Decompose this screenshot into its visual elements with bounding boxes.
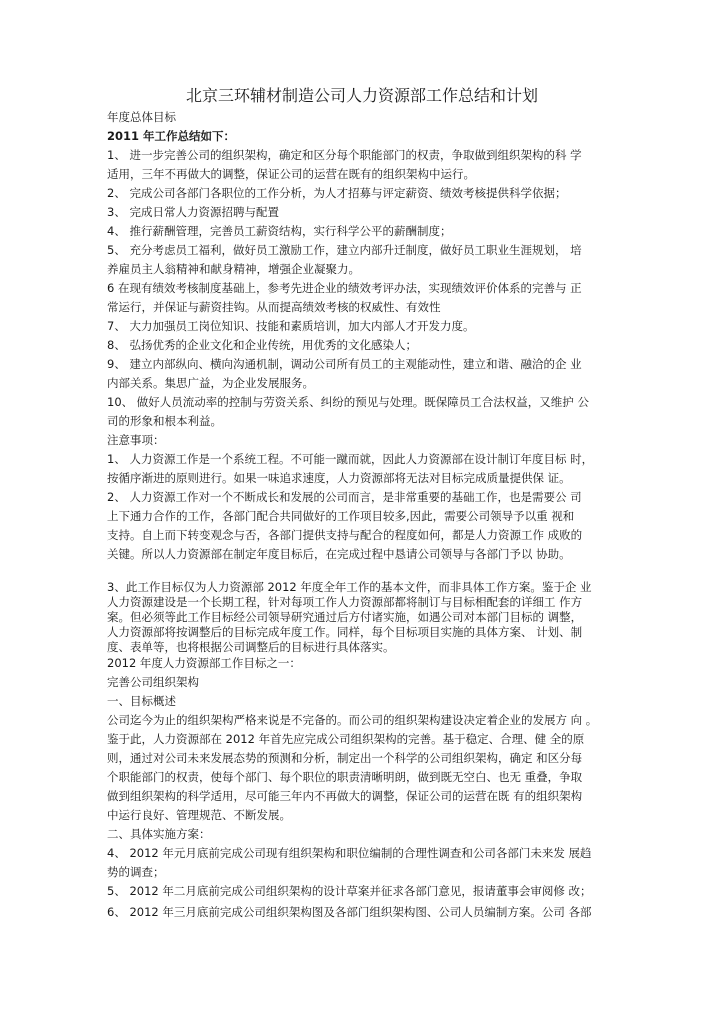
text-line: 养雇员主人翁精神和献身精神，增强企业凝聚力。 (107, 262, 360, 276)
text-line: 2012 年度人力资源部工作目标之一： (107, 656, 301, 670)
text-line: 2、 人力资源工作对一个不断成长和发展的公司而言，是非常重要的基础工作，也是需要公 司 (107, 490, 582, 504)
text-line: 支持。自上而下转变观念与否，各部门提供支持与配合的程度如何，都是人力资源工作 成败的 (107, 528, 583, 542)
text-line: 4、 推行薪酬管理，完善员工薪资结构，实行科学公平的薪酬制度； (107, 224, 452, 238)
text-line: 做到组织架构的科学适用，尽可能三年内不再做大的调整，保证公司的运营在既 有的组织架构 (107, 789, 583, 803)
text-line: 7、 大力加强员工岗位知识、技能和素质培训，加大内部人才开发力度。 (107, 319, 475, 333)
text-line: 1、 进一步完善公司的组织架构，确定和区分每个职能部门的权责，争取做到组织架构的科 学 (107, 148, 582, 162)
text-line: 9、 建立内部纵向、横向沟通机制，调动公司所有员工的主观能动性，建立和谐、融洽的企 业 (107, 357, 582, 371)
text-line: 度、表单等，也将根据公司调整后的目标进行具体落实。 (107, 640, 395, 654)
text-line: 则，通过对公司未来发展态势的预测和分析，制定出一个科学的公司组织架构，确定 和区分每 (107, 751, 583, 765)
text-line: 鉴于此，人力资源部在 2012 年首先应完成公司组织架构的完善。基于稳定、合理、健 全的原 (107, 732, 585, 746)
text-line: 常运行，并保证与薪资挂钩。从而提高绩效考核的权威性、有效性 (107, 300, 441, 314)
text-line: 二、具体实施方案： (107, 827, 211, 841)
text-line: 2、 完成公司各部门各职位的工作分析，为人才招募与评定薪资、绩效考核提供科学依据； (107, 186, 567, 200)
text-line: 司的形象和根本利益。 (107, 414, 222, 428)
text-line: 2011 年工作总结如下： (107, 129, 236, 143)
text-line: 年度总体目标 (107, 110, 176, 124)
text-line: 个职能部门的权责，使每个部门、每个职位的职责清晰明朗，做到既无空白、也无 重叠，争取 (107, 770, 583, 784)
text-line: 6、 2012 年三月底前完成公司组织架构图及各部门组织架构图、公司人员编制方案。公司 各部 (107, 905, 592, 919)
text-line: 完善公司组织架构 (107, 675, 199, 689)
text-line: 人力资源建设是一个长期工程，针对每项工作人力资源部都将制订与目标相配套的详细工 作方 (107, 595, 583, 609)
text-line: 4、 2012 年元月底前完成公司现有组织架构和职位编制的合理性调查和公司各部门未来发 展趋 (107, 846, 592, 860)
text-line: 3、此工作目标仅为人力资源部 2012 年度全年工作的基本文件，而非具体工作方案。鉴于企 业 (107, 580, 592, 594)
text-line: 上下通力合作的工作，各部门配合共同做好的工作项目较多,因此，需要公司领导予以重 视和 (107, 509, 575, 523)
text-line: 3、 完成日常人力资源招聘与配置 (107, 205, 279, 219)
text-line: 注意事项： (107, 433, 165, 447)
text-line: 公司迄今为止的组织架构严格来说是不完备的。而公司的组织架构建设决定着企业的发展方 向 。 (107, 713, 598, 727)
text-line: 按循序渐进的原则进行。如果一味追求速度，人力资源部将无法对目标完成质量提供保 证。 (107, 471, 571, 485)
text-line: 内部关系。集思广益，为企业发展服务。 (107, 376, 314, 390)
text-line: 6 在现有绩效考核制度基础上，参考先进企业的绩效考评办法，实现绩效评价体系的完善与 正 (107, 281, 582, 295)
text-line: 1、 人力资源工作是一个系统工程。不可能一蹴而就，因此人力资源部在设计制订年度目标 时， (107, 452, 594, 466)
text-line: 一、目标概述 (107, 694, 176, 708)
text-line: 5、 充分考虑员工福利，做好员工激励工作，建立内部升迁制度，做好员工职业生涯规划， 培 (107, 243, 582, 257)
text-line: 案。但必须等此工作目标经公司领导研究通过后方付诸实施，如遇公司对本部门目标的 调整， (107, 610, 583, 624)
text-line: 中运行良好、管理规范、不断发展。 (107, 808, 291, 822)
text-line: 5、 2012 年二月底前完成公司组织架构的设计草案并征求各部门意见，报请董事会审阅修 改； (107, 884, 592, 898)
text-line: 适用，三年不再做大的调整，保证公司的运营在既有的组织架构中运行。 (107, 167, 475, 181)
text-line: 人力资源部将按调整后的目标完成年度工作。同样，每个目标项目实施的具体方案、 计划、制 (107, 625, 583, 639)
document-title: 北京三环辅材制造公司人力资源部工作总结和计划 (185, 86, 538, 105)
text-line: 关键。所以人力资源部在制定年度目标后，在完成过程中恳请公司领导与各部门予以 协助。 (107, 547, 571, 561)
text-line: 8、 弘扬优秀的企业文化和企业传统，用优秀的文化感染人； (107, 338, 417, 352)
text-line: 势的调查； (107, 865, 165, 879)
text-line: 10、 做好人员流动率的控制与劳资关系、纠纷的预见与处理。既保障员工合法权益，又维护 公 (107, 395, 589, 409)
